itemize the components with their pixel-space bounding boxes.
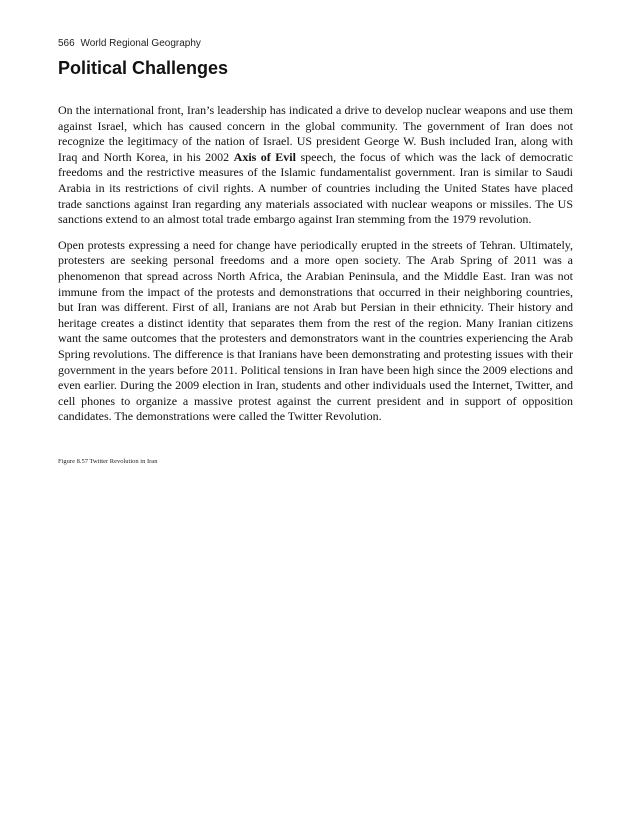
book-title: World Regional Geography — [80, 38, 201, 49]
running-header — [58, 38, 201, 49]
body-text — [58, 103, 573, 435]
paragraph-2: Open protests expressing a need for change have periodically erupted in the streets of Tehran. Ultimately, protesters are seeking personal freedoms and a more open society. The Arab Spring of 2011 was a phenomenon that spread across North Africa, the Arabian Peninsula, and the Middle East. Iran was not immune from the impact of the protests and demonstrations that occurred in their neighboring countries, but Iran was different. First of all, Iranians are not Arab but Persian in their ethnicity. Their history and heritage creates a distinct identity that separates them from the rest of the region. Many Iranian citizens want the same outcomes that the protesters and demonstrators want in the countries experiencing the Arab Spring revolutions. The difference is that Iranians have been demonstrating and protesting issues with their government in the years before 2011. Political tensions in Iran have been high since the 2009 elections and even earlier. During the 2009 election in Iran, students and other individuals used the Internet, Twitter, and cell phones to organize a massive protest against the current president and in support of opposition candidates. The demonstrations were called the Twitter Revolution. — [58, 237, 573, 424]
paragraph-1-text-before: On the international front, Iran’s leadership has indicated a drive to develop nuclear weapons and use them against Israel, which has caused concern in the global community. The government of Iran does not recognize the legitimacy of the nation of Israel. US president George W. Bush included Iran, along with Iraq and North Korea, in his 2002 — [58, 103, 573, 164]
figure-caption: Figure 8.57 Twitter Revolution in Iran — [58, 458, 158, 465]
paragraph-1-text-after: speech, the focus of which was the lack of democratic freedoms and the restrictive measures of the Islamic fundamentalist government. Iran is similar to Saudi Arabia in its restrictions of civil rights. A number of countries including the United States have placed trade sanctions against Iran regarding any materials associated with nuclear weapons or missiles. The US sanctions extend to an almost total trade embargo against Iran stemming from the 1979 revolution. — [58, 149, 574, 227]
paragraph-1 — [58, 103, 573, 228]
section-title: Political Challenges — [58, 58, 229, 78]
page-number: 566 — [58, 38, 75, 49]
axis-of-evil-term: Axis of Evil — [233, 149, 296, 164]
